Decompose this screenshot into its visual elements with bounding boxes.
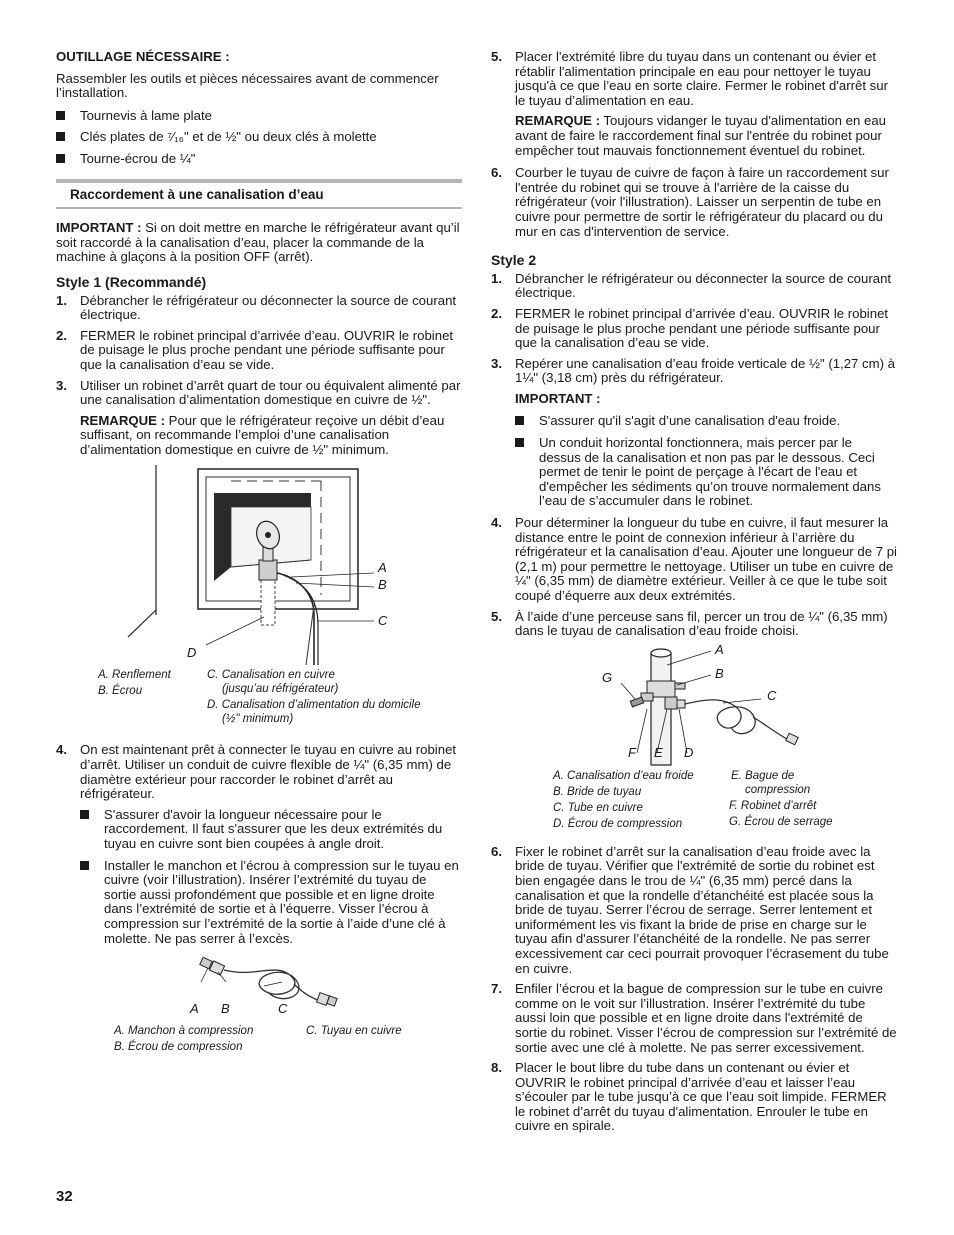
right-column — [491, 50, 897, 1140]
important-note: IMPORTANT : Si on doit mettre en marche le réfrigérateur avant qu’il soit raccordé à la canalisation d’eau, placer la commande de la machine à glaçons à la position OFF (arrêt). — [56, 220, 460, 265]
figure-label-g: G — [602, 669, 613, 685]
style1-step: 2. FERMER le robinet principal d’arrivée d’eau. OUVRIR le robinet de puisage le plus proche pendant une période suffisante pour que la canalisation d’eau se vide. — [56, 327, 454, 372]
style2-step: 8. Placer le bout libre du tube dans un contenant ou évier et OUVRIR le robinet principal d’arrivée d’eau et laisser l’eau s’écouler par le tube jusqu’à ce que l’eau soit limpide. FERMER le robinet d’arrêt du tuyau d'alimentation. Enrouler le tube en cuivre en spirale. — [491, 1060, 887, 1134]
tools-heading: OUTILLAGE NÉCESSAIRE : — [56, 49, 230, 64]
figure-caption: E. Bague de compression F. Robinet d’arrêt G. Écrou de serrage — [729, 769, 833, 828]
bullet-square-icon — [56, 132, 65, 141]
shutoff-valve-illustration — [56, 465, 462, 670]
figure-pipe-clamp-valve — [491, 641, 897, 837]
step4-bullet: Installer le manchon et l’écrou à compression sur le tuyau en cuivre (voir l’illustration). Insérer l’extrémité du tuyau de sortie aussi profondément que possible et en ligne droite dans l’extrémité de sortie et à l’équerre. Visser l’écrou à compression sur l’extrémité de la sortie à l’aide d’une clé à molette. Ne pas serrer à l’excès. — [80, 859, 462, 947]
figure-caption: A. Renflement B. Écrou — [98, 669, 171, 698]
bullet-square-icon — [80, 861, 89, 870]
figure-label-c: C — [378, 613, 388, 629]
bullet-square-icon — [80, 810, 89, 819]
figure-label-d: D — [684, 744, 694, 760]
figure-caption: C. Tuyau en cuivre — [306, 1025, 402, 1038]
tools-item: Tourne-écrou de ¼" — [56, 152, 462, 167]
style1-remark: REMARQUE : Pour que le réfrigérateur reçoive un débit d’eau suffisant, on recommande l’emploi d’une canalisation d’alimentation domestique en cuivre de ½" minimum. — [80, 412, 445, 457]
tools-item: Tournevis à lame plate — [56, 109, 462, 124]
important-bullet: S'assurer qu'il s'agit d’une canalisation d'eau froide. — [515, 414, 897, 429]
figure-label-c: C — [767, 687, 777, 703]
style2-step: 5. À l’aide d’une perceuse sans fil, percer un trou de ¼" (6,35 mm) dans le tuyau de canalisation d’eau froide choisi. — [491, 608, 888, 639]
figure-label-c: C — [278, 1001, 288, 1017]
important-bullet: Un conduit horizontal fonctionnera, mais percer par le dessus de la canalisation et non pas par le dessous. Ceci permet de tenir le point de perçage à l'écart de l'eau et d'empêcher les sédiments qu’on trouve normalement dans l’eau de s’accumuler dans le robinet. — [515, 436, 897, 509]
figure-caption: A. Canalisation d’eau froide B. Bride de tuyau C. Tube en cuivre D. Écrou de compression — [553, 769, 694, 830]
figure-compression-fitting — [56, 954, 462, 1064]
figure-label-b: B — [221, 1001, 230, 1017]
figure-caption: C. Canalisation en cuivre (jusqu’au réfrigérateur) D. Canalisation d’alimentation du domicile (½" minimum) — [207, 669, 421, 726]
style2-step: 4. Pour déterminer la longueur du tube en cuivre, il faut mesurer la distance entre le point de connexion inférieur à l’arrière du réfrigérateur et la canalisation d’eau. Ajouter une longueur de 7 pi (2,1 m) pour permettre le nettoyage. Utiliser un tube en cuivre de ¼" (6,35 mm) de diamètre extérieur. Veiller à ce que le tube soit coupé d’équerre aux deux extrémités. — [491, 515, 897, 603]
style2-step: 6. Fixer le robinet d’arrêt sur la canalisation d’eau froide avec la bride de tuyau. Vérifier que l'extrémité de sortie du robinet est bien engagée dans le trou de ¼" (6,35 mm) percé dans la canalisation et que la rondelle d’étanchéité est placée sous la bride de tuyau. Serrer l’écrou de serrage. Serrer lentement et uniformément les vis fixant la bride de prise en charge sur le tuyau afin d'assurer l’étanchéité de la rondelle. Ne pas serrer excessivement car ceci pourrait provoquer l’écrasement du tube en cuivre. — [491, 843, 889, 976]
style1-step: 6. Courber le tuyau de cuivre de façon à faire un raccordement sur l'entrée du robinet qui se trouve à l'arrière de la caisse du réfrigérateur (voir l'illustration). Laisser un serpentin de tube en cuivre pour permettre de sortir le réfrigérateur du placard ou du mur en cas d'intervention de service. — [491, 165, 889, 239]
style1-step: 3. Utiliser un robinet d’arrêt quart de tour ou équivalent alimenté par une canalisation d’alimentation domestique en cuivre de ½". — [56, 377, 461, 408]
remark-note: REMARQUE : Toujours vidanger le tuyau d'alimentation en eau avant de faire le raccordement final sur l'entrée du robinet pour empêcher tout mauvais fonctionnement éventuel du robinet. — [515, 113, 886, 158]
figure-label-b: B — [715, 665, 724, 681]
bullet-square-icon — [56, 154, 65, 163]
figure-label-b: B — [378, 577, 387, 593]
tools-item: Clés plates de ⁷⁄₁₆" et de ½" ou deux clés à molette — [56, 130, 462, 145]
figure-label-a: A — [715, 641, 724, 657]
figure-label-d: D — [187, 645, 197, 661]
tools-intro: Rassembler les outils et pièces nécessaires avant de commencer l’installation. — [56, 70, 439, 101]
bullet-square-icon — [515, 438, 524, 447]
figure-caption: A. Manchon à compression B. Écrou de compression — [114, 1025, 254, 1054]
figure-label-e: E — [654, 744, 663, 760]
figure-shutoff-valve — [56, 465, 462, 735]
figure-label-f: F — [628, 744, 636, 760]
pipe-clamp-valve-illustration — [491, 647, 897, 767]
style1-step: 1. Débrancher le réfrigérateur ou déconnecter la source de courant électrique. — [56, 292, 457, 323]
style1-step: 4. On est maintenant prêt à connecter le tuyau en cuivre au robinet d’arrêt. Utiliser un conduit de cuivre flexible de ¼" (6,35 mm) de diamètre extérieur pour raccorder le robinet d’arrêt au réfrigérateur. — [56, 742, 457, 802]
bullet-square-icon — [56, 111, 65, 120]
figure-label-a: A — [378, 560, 387, 576]
step4-bullet: S'assurer d'avoir la longueur nécessaire pour le raccordement. Il faut s'assurer que les deux extrémités du tuyau en cuivre sont bien coupées à angle droit. — [80, 808, 462, 852]
style2-step: 2. FERMER le robinet principal d’arrivée d’eau. OUVRIR le robinet de puisage le plus proche pendant une période suffisante pour que la canalisation d’eau se vide. — [491, 305, 889, 351]
style1-step: 5. Placer l'extrémité libre du tuyau dans un contenant ou évier et rétablir l'alimentation principale en eau pour nettoyer le tuyau jusqu'à ce que l’eau en sorte claire. Fermer le robinet d'arrêt sur le tuyau d’alimentation en eau. — [491, 49, 889, 108]
style2-important-label: IMPORTANT : — [515, 390, 601, 406]
style2-step: 1. Débrancher le réfrigérateur ou déconnecter la source de courant électrique. — [491, 270, 892, 301]
style2-heading: Style 2 — [491, 252, 537, 269]
left-column — [56, 50, 462, 1072]
style2-step: 7. Enfiler l’écrou et la bague de compression sur le tube en cuivre comme on le voit sur l’illustration. Insérer l’extrémité du tube aussi loin que possible et en ligne droite dans l'extrémité de sortie du robinet. Visser l’écrou de compression sur l’extrémité de sortie avec une clé à molette. Ne pas serrer excessivement. — [491, 981, 897, 1055]
style2-step: 3. Repérer une canalisation d’eau froide verticale de ½" (1,27 cm) à 1¼" (3,18 cm) près du réfrigérateur. — [491, 355, 896, 386]
style1-heading: Style 1 (Recommandé) — [56, 273, 207, 290]
section-heading-bar: Raccordement à une canalisation d’eau — [56, 179, 462, 210]
page-number: 32 — [56, 1188, 73, 1205]
figure-label-a: A — [190, 1001, 199, 1017]
bullet-square-icon — [515, 416, 524, 425]
copper-tube-coil-illustration — [56, 954, 462, 1024]
